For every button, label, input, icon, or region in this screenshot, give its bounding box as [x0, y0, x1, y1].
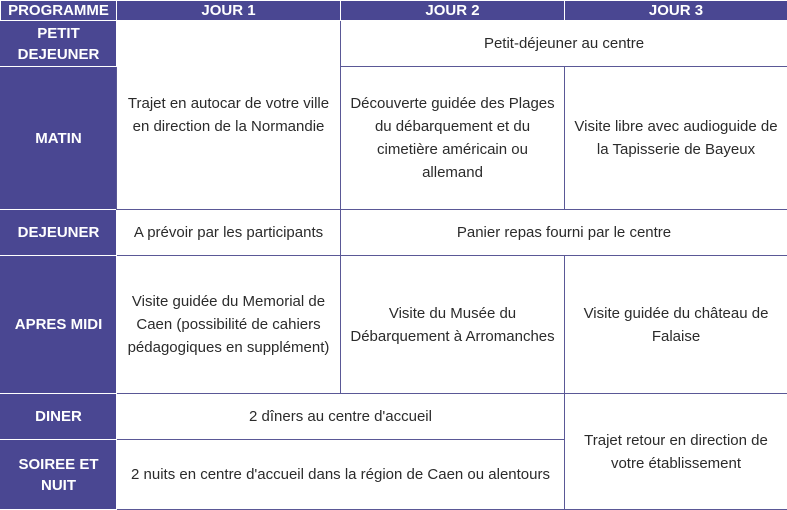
- row-label-petit-dejeuner: PETIT DEJEUNER: [1, 21, 117, 67]
- cell-jour23-petit-dejeuner: Petit-déjeuner au centre: [341, 21, 787, 67]
- header-programme: PROGRAMME: [1, 1, 117, 21]
- cell-jour2-matin: Découverte guidée des Plages du débarquement et du cimetière américain ou allemand: [341, 67, 565, 210]
- row-label-diner: DINER: [1, 394, 117, 440]
- row-label-soiree-nuit: SOIREE ET NUIT: [1, 440, 117, 510]
- cell-jour3-apres-midi: Visite guidée du château de Falaise: [565, 256, 787, 394]
- cell-jour1-apres-midi: Visite guidée du Memorial de Caen (possibilité de cahiers pédagogiques en supplément): [117, 256, 341, 394]
- cell-jour1-trajet-aller: Trajet en autocar de votre ville en direction de la Normandie: [117, 21, 341, 210]
- cell-jour2-apres-midi: Visite du Musée du Débarquement à Arromanches: [341, 256, 565, 394]
- header-row: [1, 1, 787, 21]
- row-diner: [1, 394, 787, 440]
- row-dejeuner: [1, 210, 787, 256]
- row-label-matin: MATIN: [1, 67, 117, 210]
- header-jour-2: JOUR 2: [341, 1, 565, 21]
- row-label-dejeuner: DEJEUNER: [1, 210, 117, 256]
- cell-jour3-trajet-retour: Trajet retour en direction de votre établissement: [565, 394, 787, 510]
- header-jour-1: JOUR 1: [117, 1, 341, 21]
- cell-jour12-nuit: 2 nuits en centre d'accueil dans la région de Caen ou alentours: [117, 440, 565, 510]
- row-apres-midi: [1, 256, 787, 394]
- row-petit-dejeuner: [1, 21, 787, 67]
- cell-jour23-dejeuner: Panier repas fourni par le centre: [341, 210, 787, 256]
- cell-jour12-diner: 2 dîners au centre d'accueil: [117, 394, 565, 440]
- row-label-apres-midi: APRES MIDI: [1, 256, 117, 394]
- cell-jour1-dejeuner: A prévoir par les participants: [117, 210, 341, 256]
- header-jour-3: JOUR 3: [565, 1, 787, 21]
- cell-jour3-matin: Visite libre avec audioguide de la Tapisserie de Bayeux: [565, 67, 787, 210]
